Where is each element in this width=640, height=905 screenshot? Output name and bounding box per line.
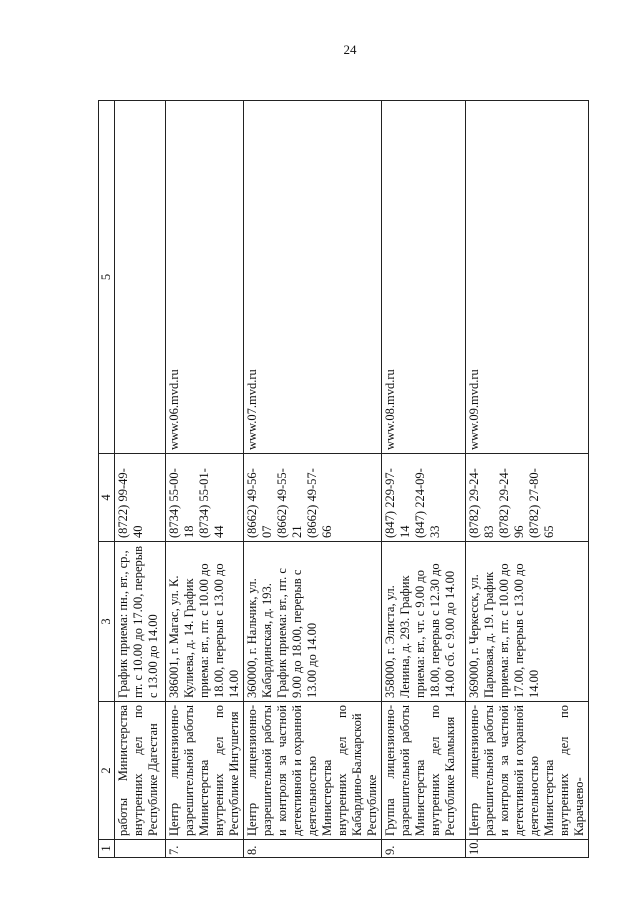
phone-number: (847) 224-09-33 <box>413 468 442 538</box>
table-row <box>466 101 589 858</box>
phone-number: (847) 229-97-14 <box>383 468 412 538</box>
table-row <box>166 101 244 858</box>
row-number: 7. <box>166 840 244 858</box>
phone-number: (8722) 99-49-40 <box>116 468 145 538</box>
row-number: 10. <box>466 840 589 858</box>
organization-name: Центр лицензионно-разрешительной работы и контроля за частной детективной и охранной деятельностью Министерства внутренних дел по Кабардино-Балкарской Республике <box>244 702 382 840</box>
phones-cell <box>382 454 466 542</box>
phones-cell <box>115 454 166 542</box>
phone-number: (8782) 29-24-83 <box>467 468 496 538</box>
row-number <box>115 840 166 858</box>
departments-table <box>98 100 589 858</box>
table-row <box>115 101 166 858</box>
phones-cell <box>244 454 382 542</box>
phone-number: (8782) 27-80-65 <box>527 468 556 538</box>
organization-name: Группа лицензионно-разрешительной работы Министерства внутренних дел по Республике Калмыкия <box>382 702 466 840</box>
phone-number: (8662) 49-57-66 <box>305 468 334 538</box>
table-row <box>244 101 382 858</box>
address-schedule: 358000, г. Элиста, ул. Ленина, д. 293. График приема: вт., чт. с 9.00 до 18.00, перерыв с 12.30 до 14.00 сб. с 9.00 до 14.00 <box>382 542 466 702</box>
table-header-row <box>99 101 115 858</box>
row-number: 8. <box>244 840 382 858</box>
organization-name: Центр лицензионно-разрешительной работы и контроля за частной детективной и охранной деятельностью Министерства внутренних дел по Карачаево- <box>466 702 589 840</box>
phones-cell <box>466 454 589 542</box>
website: www.06.mvd.ru <box>166 101 244 454</box>
table-row <box>382 101 466 858</box>
phone-number: (8662) 49-56-07 <box>245 468 274 538</box>
phone-number: (8662) 49-55-21 <box>275 468 304 538</box>
website <box>115 101 166 454</box>
phones-cell <box>166 454 244 542</box>
organization-name: работы Министерства внутренних дел по Республике Дагестан <box>115 702 166 840</box>
column-header: 5 <box>99 101 115 454</box>
address-schedule: 360000, г. Нальчик, ул. Кабардинская, д. 193. График приема: вт., пт. с 9.00 до 18.00, перерыв с 13.00 до 14.00 <box>244 542 382 702</box>
column-header: 4 <box>99 454 115 542</box>
website: www.07.mvd.ru <box>244 101 382 454</box>
website: www.08.mvd.ru <box>382 101 466 454</box>
row-number: 9. <box>382 840 466 858</box>
rotated-table-container <box>98 100 586 858</box>
phone-number: (8734) 55-01-44 <box>197 468 226 538</box>
page-number: 24 <box>343 42 357 57</box>
address-schedule: 386001, г. Магас, ул. К. Кулиева, д. 14. График приема: вт., пт. с 10.00 до 18.00, перерыв с 13.00 до 14.00 <box>166 542 244 702</box>
column-header: 1 <box>99 840 115 858</box>
phone-number: (8734) 55-00-18 <box>167 468 196 538</box>
column-header: 3 <box>99 542 115 702</box>
address-schedule: 369000, г. Черкесск, ул. Парковая, д. 19. График приема: вт., пт. с 10.00 до 17.00, перерыв с 13.00 до 14.00 <box>466 542 589 702</box>
website: www.09.mvd.ru <box>466 101 589 454</box>
address-schedule: График приема: пн., вт., ср., пт. с 10.00 до 17.00, перерыв с 13.00 до 14.00 <box>115 542 166 702</box>
phone-number: (8782) 29-24-96 <box>497 468 526 538</box>
column-header: 2 <box>99 702 115 840</box>
organization-name: Центр лицензионно-разрешительной работы Министерства внутренних дел по Республике Ингушетия <box>166 702 244 840</box>
